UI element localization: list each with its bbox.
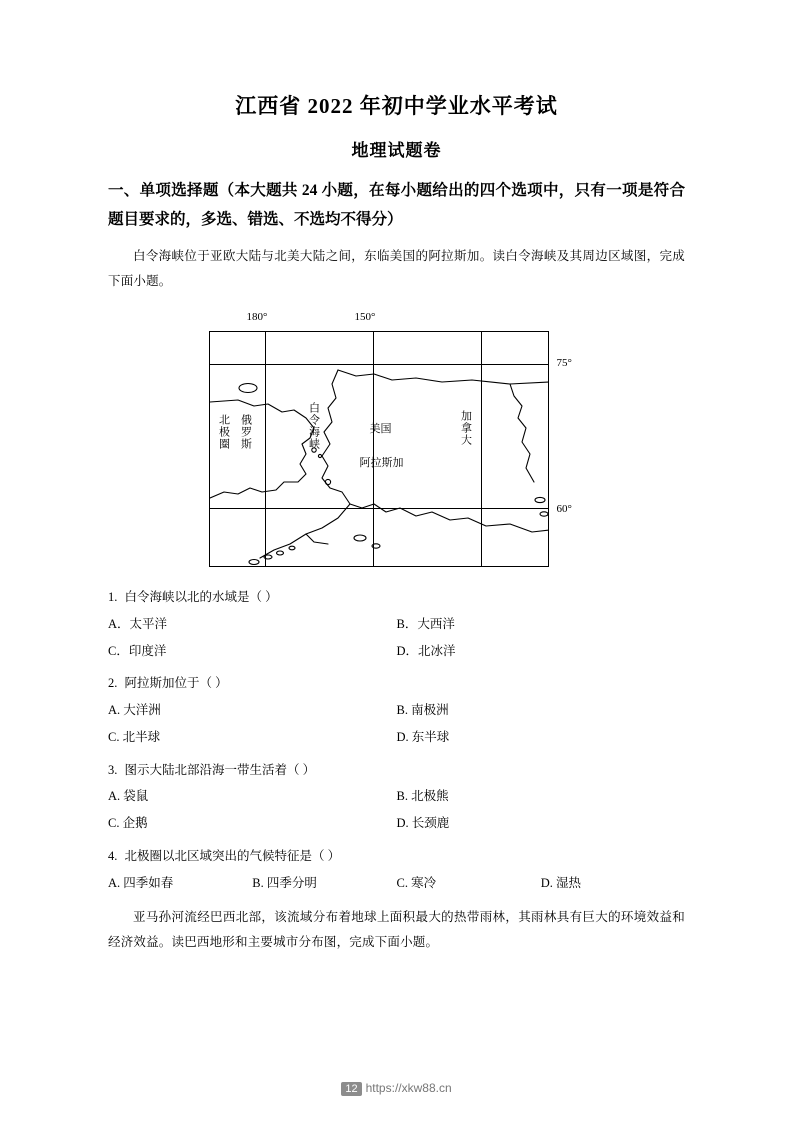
question-number: 1. (108, 590, 118, 605)
map-label-alaska: 阿拉斯加 (359, 457, 404, 470)
page-number-badge: 12 (341, 1082, 361, 1096)
option-d[interactable]: D. 东半球 (396, 729, 450, 744)
option-a[interactable]: A. 袋鼠 (108, 789, 149, 804)
question-list (108, 586, 685, 895)
question-text (108, 845, 685, 869)
question-3 (108, 759, 685, 836)
option-b[interactable]: B. 四季分明 (252, 875, 317, 890)
option-b[interactable]: B. 南极洲 (396, 703, 449, 718)
passage-stem-2: 亚马孙河流经巴西北部，该流域分布着地球上面积最大的热带雨林，其雨林具有巨大的环境效益和经济效益。读巴西地形和主要城市分布图，完成下面小题。 (108, 910, 685, 949)
page-subtitle: 地理试题卷 (351, 141, 442, 160)
option-b[interactable]: B. 北极熊 (396, 789, 449, 804)
option-d[interactable]: D．北冰洋 (396, 643, 456, 658)
map-label-lon-180: 180° (246, 311, 268, 324)
option-row (108, 785, 685, 809)
option-row (108, 640, 685, 664)
question-body: 阿拉斯加位于（ ） (124, 676, 228, 691)
question-body: 北极圈以北区域突出的气候特征是（ ） (124, 848, 341, 863)
map-label-lat-75: 75° (556, 357, 572, 370)
map-label-canada: 加拿大 (459, 410, 472, 447)
question-number: 4. (108, 848, 118, 863)
question-text (108, 759, 685, 783)
map-figure (108, 305, 685, 577)
question-number: 2. (108, 676, 118, 691)
coastline-shapes (210, 332, 549, 567)
option-a[interactable]: A．太平洋 (108, 616, 168, 631)
page-title: 江西省 2022 年初中学业水平考试 (235, 94, 558, 118)
option-row (108, 613, 685, 637)
option-c[interactable]: C．印度洋 (108, 643, 167, 658)
map-label-russia: 俄罗斯 (239, 414, 252, 451)
map-label-lat-60: 60° (556, 503, 572, 516)
option-c[interactable]: C. 企鹅 (108, 816, 148, 831)
option-d[interactable]: D. 长颈鹿 (396, 816, 450, 831)
option-a[interactable]: A. 四季如春 (108, 875, 174, 890)
option-row (108, 812, 685, 836)
question-body: 图示大陆北部沿海一带生活着（ ） (124, 762, 316, 777)
question-2 (108, 672, 685, 749)
question-body: 白令海峡以北的水域是（ ） (124, 590, 278, 605)
question-4 (108, 845, 685, 896)
option-row (108, 872, 685, 896)
passage-stem-1: 白令海峡位于亚欧大陆与北美大陆之间，东临美国的阿拉斯加。读白令海峡及其周边区域图，完成下面小题。 (108, 249, 685, 288)
page-footer (0, 1081, 793, 1096)
map-label-usa: 美国 (369, 423, 392, 436)
option-c[interactable]: C. 寒冷 (396, 875, 437, 890)
bering-strait-map (187, 305, 607, 577)
map-label-lon-150: 150° (354, 311, 376, 324)
question-number: 3. (108, 762, 118, 777)
option-row (108, 726, 685, 750)
option-a[interactable]: A. 大洋洲 (108, 703, 161, 718)
option-c[interactable]: C. 北半球 (108, 729, 161, 744)
option-row (108, 699, 685, 723)
map-label-arctic-circle: 北极圈 (217, 414, 230, 451)
map-label-bering-strait: 白令海峡 (307, 402, 320, 451)
option-b[interactable]: B．大西洋 (396, 616, 455, 631)
option-d[interactable]: D. 湿热 (540, 875, 582, 890)
question-text (108, 586, 685, 610)
map-frame (209, 331, 549, 567)
footer-site: https://xkw88.cn (365, 1081, 452, 1095)
question-text (108, 672, 685, 696)
section-one-heading: 一、单项选择题（本大题共 24 小题，在每小题给出的四个选项中，只有一项是符合题目要求的，多选、错选、不选均不得分） (108, 182, 685, 228)
question-1 (108, 586, 685, 663)
